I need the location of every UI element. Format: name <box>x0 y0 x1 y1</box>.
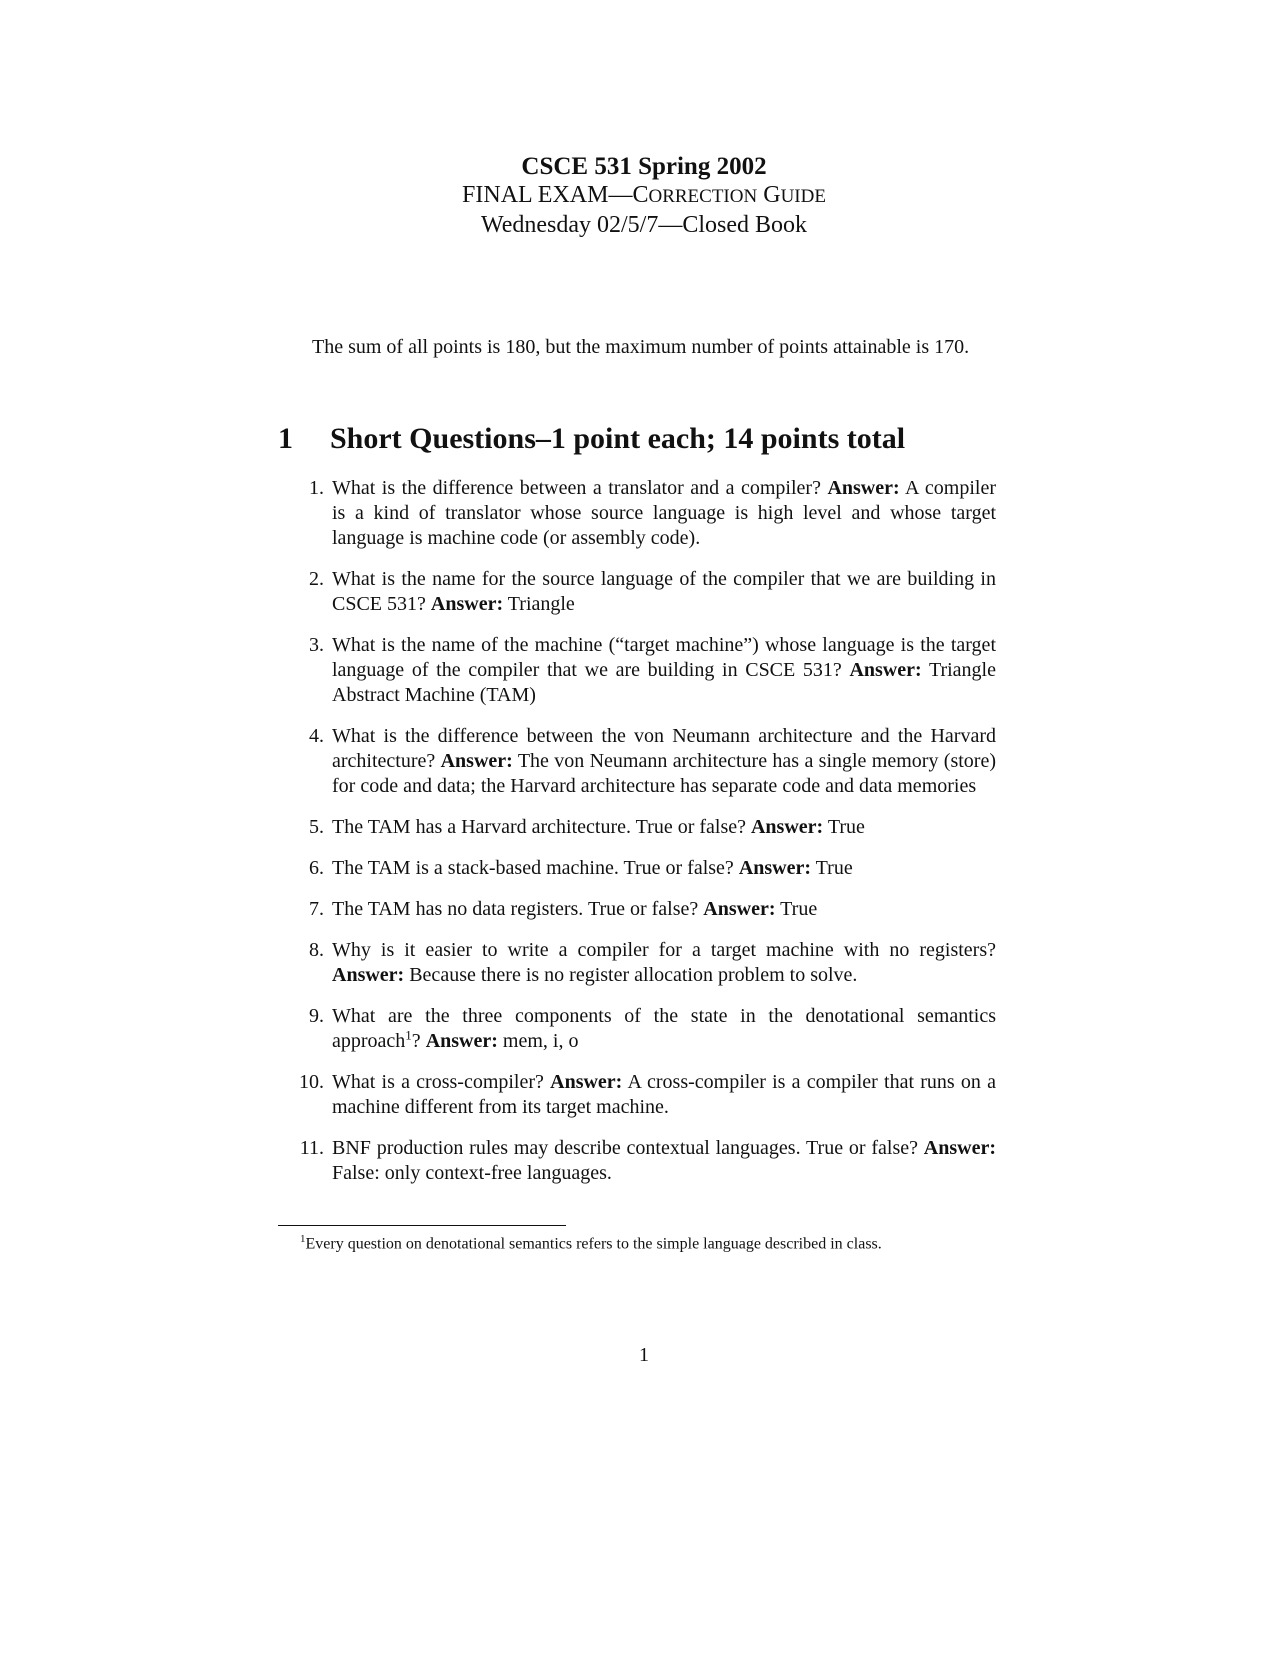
question-item <box>278 633 996 708</box>
answer-text: True <box>811 857 853 879</box>
title-block <box>0 152 1280 240</box>
footnote-mark: 1 <box>300 1233 306 1245</box>
answer-text: True <box>775 898 818 920</box>
question-number: 10. <box>299 1071 324 1093</box>
question-text: The TAM has no data registers. True or false? <box>332 898 704 920</box>
question-item <box>278 938 996 988</box>
footnote-text: Every question on denotational semantics refers to the simple language described in class. <box>305 1235 882 1253</box>
question-item <box>278 897 996 922</box>
answer-label: Answer: <box>430 593 504 615</box>
exam-sc1-first: C <box>632 182 649 208</box>
section-number: 1 <box>278 422 293 455</box>
course-title: CSCE 531 Spring 2002 <box>521 153 767 180</box>
page-number: 1 <box>639 1344 649 1366</box>
section-title: Short Questions–1 point each; 14 points total <box>330 422 906 455</box>
question-item <box>278 856 996 881</box>
answer-label: Answer: <box>827 477 900 499</box>
question-number: 9. <box>309 1005 324 1027</box>
answer-label: Answer: <box>425 1030 498 1052</box>
question-number: 7. <box>309 898 324 920</box>
question-text: What is the name of the machine (“target machine”) whose language is the target language of the compiler that we are building in CSCE 531? <box>332 634 996 681</box>
question-text: What is the difference between a translator and a compiler? <box>332 477 828 499</box>
question-item <box>278 815 996 840</box>
footnote-reference: 1 <box>405 1027 412 1043</box>
answer-text: False: only context-free languages. <box>332 1162 612 1184</box>
exam-prefix: FINAL EXAM— <box>462 182 633 208</box>
answer-text: Triangle Abstract Machine (TAM) <box>332 659 996 706</box>
question-number: 2. <box>309 568 324 590</box>
exam-subtitle <box>8 181 1280 211</box>
answer-label: Answer: <box>738 857 812 879</box>
question-text: The TAM is a stack-based machine. True or false? <box>332 857 739 879</box>
question-number: 3. <box>309 634 324 656</box>
question-text: What are the three components of the state in the denotational semantics approach <box>332 1005 996 1052</box>
answer-label: Answer: <box>440 750 513 772</box>
question-number: 4. <box>309 725 324 747</box>
question-number: 1. <box>309 477 324 499</box>
exam-sc1-rest: ORRECTION <box>648 186 758 207</box>
question-number: 8. <box>309 939 324 961</box>
question-item <box>278 1070 996 1120</box>
question-text: The TAM has a Harvard architecture. True or false? <box>332 816 751 838</box>
question-item <box>278 724 996 799</box>
question-list <box>278 476 996 1202</box>
answer-text: Because there is no register allocation problem to solve. <box>404 964 858 986</box>
question-item <box>278 1004 996 1054</box>
answer-text: mem, i, o <box>497 1030 579 1052</box>
question-number: 11. <box>299 1137 324 1159</box>
answer-label: Answer: <box>703 898 776 920</box>
footnote-rule <box>278 1225 566 1226</box>
question-text: What is a cross-compiler? <box>332 1071 551 1093</box>
answer-text: The von Neumann architecture has a single memory (store) for code and data; the Harvard architecture has separate code and data memories <box>332 750 996 797</box>
question-number: 5. <box>309 816 324 838</box>
answer-label: Answer: <box>849 659 922 681</box>
answer-label: Answer: <box>750 816 824 838</box>
question-text-continued: ? <box>411 1030 426 1052</box>
question-item <box>278 567 996 617</box>
section-heading <box>278 421 996 457</box>
intro-paragraph: The sum of all points is 180, but the maximum number of points attainable is 170. <box>312 336 970 358</box>
exam-sc2-rest: UIDE <box>780 186 826 207</box>
question-item <box>278 476 996 551</box>
question-text: What is the difference between the von Neumann architecture and the Harvard architecture? <box>332 725 996 772</box>
exam-date-line: Wednesday 02/5/7—Closed Book <box>480 212 808 238</box>
answer-text: A compiler is a kind of translator whose source language is high level and whose target language is machine code (or assembly code). <box>332 477 996 549</box>
answer-label: Answer: <box>332 964 405 986</box>
question-text: What is the name for the source language of the compiler that we are building in CSCE 531? <box>332 568 996 615</box>
answer-label: Answer: <box>550 1071 623 1093</box>
exam-sc2-first: G <box>763 182 781 208</box>
question-text: BNF production rules may describe contextual languages. True or false? <box>332 1137 924 1159</box>
answer-text: Triangle <box>503 593 575 615</box>
answer-text: A cross-compiler is a compiler that runs on a machine different from its target machine. <box>332 1071 996 1118</box>
answer-label: Answer: <box>923 1137 996 1159</box>
footnote <box>300 1229 1000 1254</box>
question-item <box>278 1136 996 1186</box>
question-text: Why is it easier to write a compiler for a target machine with no registers? <box>332 939 996 961</box>
answer-text: True <box>823 816 865 838</box>
question-number: 6. <box>309 857 324 879</box>
